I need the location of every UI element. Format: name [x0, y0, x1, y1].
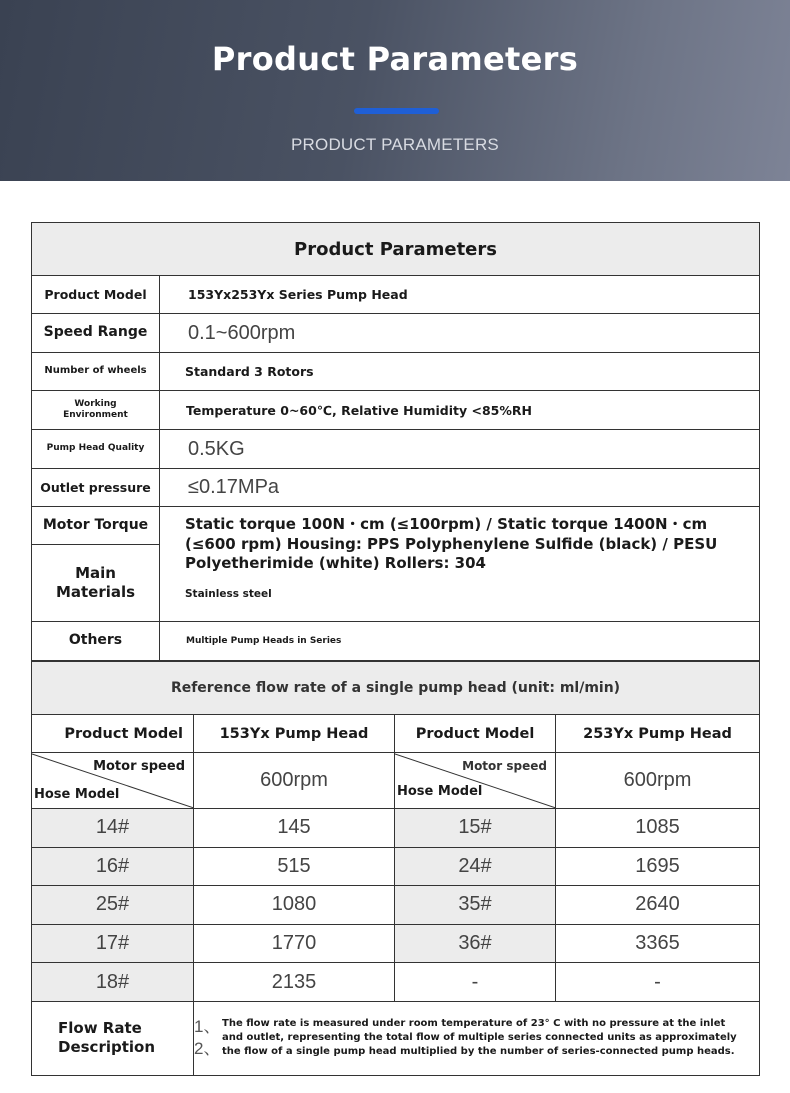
- table-row: [32, 847, 760, 886]
- flow-value-cell: 1695: [556, 847, 760, 886]
- row-label: Others: [32, 622, 160, 661]
- hose-model-cell: 35#: [395, 886, 556, 925]
- hose-model-cell: 15#: [395, 809, 556, 848]
- product-parameters-table: [31, 222, 760, 661]
- hose-model-cell: 16#: [32, 847, 194, 886]
- hose-model-label: Hose Model: [34, 787, 120, 802]
- merged-label-cell: [32, 507, 160, 622]
- row-value: Stainless steel: [185, 587, 272, 600]
- row-value: 153Yx253Yx Series Pump Head: [160, 276, 760, 314]
- row-label: Pump Head Quality: [32, 430, 160, 469]
- row-label: Number of wheels: [32, 353, 160, 391]
- flow-value-cell: -: [556, 963, 760, 1002]
- description-number: 1、: [194, 1016, 221, 1036]
- table-row: [32, 430, 760, 469]
- hose-model-label: Hose Model: [397, 784, 483, 799]
- diagonal-header-cell: [395, 753, 556, 809]
- row-value: 0.1~600rpm: [160, 314, 760, 353]
- row-label: Motor Torque: [32, 507, 159, 545]
- table-title: Product Parameters: [32, 223, 760, 276]
- flow-title-row: [32, 662, 760, 715]
- pump-head-253-header: 253Yx Pump Head: [556, 715, 760, 753]
- description-number: 2、: [194, 1039, 221, 1059]
- speed-value: 600rpm: [194, 753, 395, 809]
- hose-model-cell: 18#: [32, 963, 194, 1002]
- table-row: [32, 391, 760, 430]
- hose-model-cell: -: [395, 963, 556, 1002]
- speed-row: [32, 753, 760, 809]
- hose-model-cell: 25#: [32, 886, 194, 925]
- hose-model-cell: 17#: [32, 924, 194, 963]
- flow-value-cell: 515: [194, 847, 395, 886]
- table-row: [32, 353, 760, 391]
- flow-rate-table: [31, 661, 760, 1076]
- merged-value-cell: [160, 507, 760, 622]
- flow-value-cell: 2640: [556, 886, 760, 925]
- flow-value-cell: 1085: [556, 809, 760, 848]
- table-row: [32, 924, 760, 963]
- pump-head-153-header: 153Yx Pump Head: [194, 715, 395, 753]
- banner-title: Product Parameters: [211, 40, 579, 78]
- table-row: [32, 469, 760, 507]
- row-label: Outlet pressure: [32, 469, 160, 507]
- hose-model-cell: 14#: [32, 809, 194, 848]
- row-label: Working Environment: [32, 391, 160, 430]
- table-row: [32, 276, 760, 314]
- flow-value-cell: 3365: [556, 924, 760, 963]
- flow-value-cell: 145: [194, 809, 395, 848]
- table-row: [32, 809, 760, 848]
- description-wrap: [194, 1016, 749, 1062]
- product-model-header: Product Model: [395, 715, 556, 753]
- row-value: 0.5KG: [160, 430, 760, 469]
- header-banner: [0, 0, 790, 181]
- table-row: [32, 886, 760, 925]
- flow-value-cell: 1080: [194, 886, 395, 925]
- flow-rate-description: [194, 1001, 760, 1075]
- product-model-header: Product Model: [32, 715, 194, 753]
- flow-rate-description-label-text: Flow Rate Description: [58, 1018, 156, 1057]
- row-label: Product Model: [32, 276, 160, 314]
- table-title-row: [32, 223, 760, 276]
- flow-title: Reference flow rate of a single pump head (unit: ml/min): [32, 662, 760, 715]
- flow-rate-description-label: [32, 1001, 194, 1075]
- diagonal-header-cell: [32, 753, 194, 809]
- hose-model-cell: 36#: [395, 924, 556, 963]
- description-row: [32, 1001, 760, 1075]
- motor-speed-label: Motor speed: [462, 759, 547, 773]
- description-numbering: [194, 1016, 222, 1062]
- hose-model-cell: 24#: [395, 847, 556, 886]
- banner-subtitle: PRODUCT PARAMETERS: [291, 135, 499, 154]
- table-row: [32, 507, 760, 622]
- speed-value: 600rpm: [556, 753, 760, 809]
- banner-accent-bar: [354, 108, 439, 114]
- description-text: The flow rate is measured under room temperature of 23° C with no pressure at the inlet and outlet, representing the total flow of multiple series connected units as approximately the flow of a single pump head multiplied by the number of series-connected pump heads.: [222, 1018, 737, 1058]
- table-row: [32, 622, 760, 661]
- table-row: [32, 963, 760, 1002]
- flow-value-cell: 1770: [194, 924, 395, 963]
- row-value: Static torque 100N・cm (≤100rpm) / Static torque 1400N・cm (≤600 rpm) Housing: PPS Polyphenylene Sulfide (black) / PESU Polyetherimide (white) Rollers: 304: [185, 515, 718, 572]
- table-row: [32, 314, 760, 353]
- row-label: Main Materials: [55, 564, 136, 601]
- motor-speed-label: Motor speed: [93, 759, 185, 774]
- row-value: Temperature 0~60℃, Relative Humidity <85%RH: [160, 391, 760, 430]
- row-value: ≤0.17MPa: [160, 469, 760, 507]
- row-value: Standard 3 Rotors: [160, 353, 760, 391]
- row-value: Multiple Pump Heads in Series: [160, 622, 760, 661]
- flow-value-cell: 2135: [194, 963, 395, 1002]
- column-header-row: [32, 715, 760, 753]
- row-label: Speed Range: [32, 314, 160, 353]
